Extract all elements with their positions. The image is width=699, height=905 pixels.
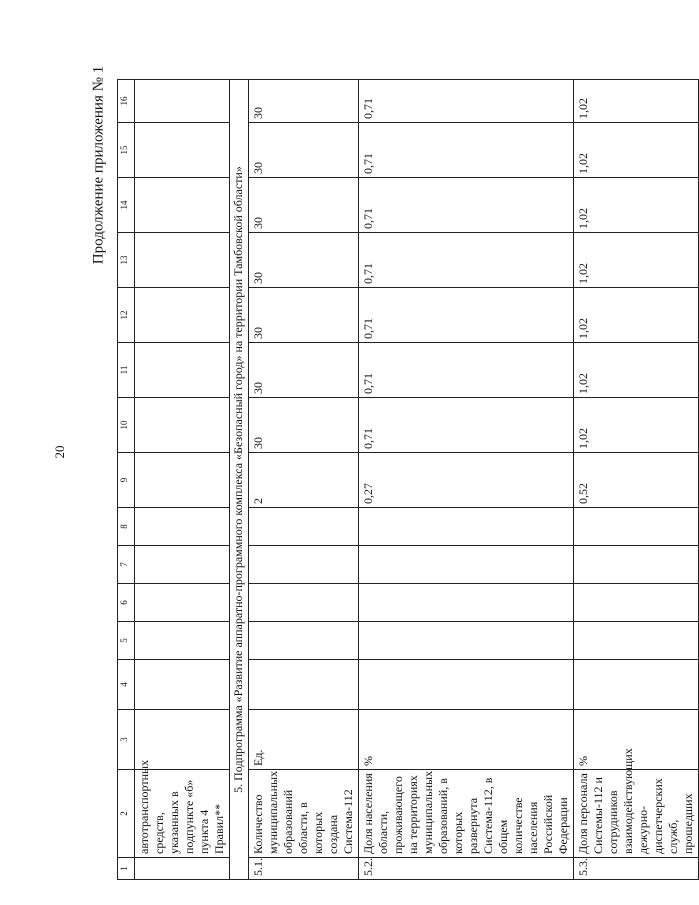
value-cell: 1,02: [574, 398, 699, 453]
appendix-title: Продолжение приложения № 1: [90, 65, 107, 265]
value-cell: [249, 584, 359, 622]
value-cell: 0,71: [359, 80, 574, 123]
value-cell: [359, 660, 574, 710]
table-row: [359, 80, 574, 880]
value-cell: [249, 622, 359, 660]
value-cell: 0,71: [359, 178, 574, 233]
subprogram-title: 5. Подпрограмма «Развитие аппаратно-программного комплекса «Безопасный город» на территории Тамбовской области»: [230, 80, 249, 880]
value-cell: 0,52: [574, 453, 699, 508]
value-cell: [135, 288, 230, 343]
value-cell: 30: [249, 233, 359, 288]
value-cell: [135, 584, 230, 622]
row-number: 5.3.: [574, 858, 699, 880]
value-cell: [135, 233, 230, 288]
unit-cell: %: [359, 710, 574, 770]
header-cell: 5: [118, 622, 135, 660]
header-cell: 7: [118, 546, 135, 584]
header-cell: 9: [118, 453, 135, 508]
value-cell: [135, 622, 230, 660]
value-cell: 30: [249, 80, 359, 123]
value-cell: 30: [249, 288, 359, 343]
indicators-table: [117, 79, 699, 880]
header-cell: 14: [118, 178, 135, 233]
value-cell: 0,71: [359, 123, 574, 178]
value-cell: [249, 508, 359, 546]
row-number: 5.1.: [249, 858, 359, 880]
indicator-cell: автотранспортных средств, указанных в подпункте «б» пункта 4 Правил**: [135, 770, 230, 858]
value-cell: 30: [249, 343, 359, 398]
value-cell: 0,71: [359, 343, 574, 398]
value-cell: 1,02: [574, 288, 699, 343]
value-cell: [249, 660, 359, 710]
value-cell: [359, 508, 574, 546]
value-cell: 2: [249, 453, 359, 508]
value-cell: [574, 622, 699, 660]
value-cell: [574, 660, 699, 710]
value-cell: 0,27: [359, 453, 574, 508]
value-cell: [359, 622, 574, 660]
rotated-table-wrapper: [117, 80, 695, 880]
table-row: [135, 80, 230, 880]
unit-cell: Ед.: [249, 710, 359, 770]
value-cell: 0,71: [359, 398, 574, 453]
value-cell: [249, 546, 359, 584]
value-cell: 1,02: [574, 178, 699, 233]
value-cell: [135, 508, 230, 546]
header-cell: 8: [118, 508, 135, 546]
value-cell: 30: [249, 178, 359, 233]
value-cell: 1,02: [574, 123, 699, 178]
value-cell: [135, 123, 230, 178]
value-cell: [359, 546, 574, 584]
indicator-cell: Доля населения области, проживающего на территориях муниципальных образований, в которых развернута Система-112, в общем количестве населения Российской Федерации: [359, 770, 574, 858]
subprogram-row: [230, 80, 249, 880]
unit-cell: %: [574, 710, 699, 770]
header-cell: 3: [118, 710, 135, 770]
num-cell: [135, 858, 230, 880]
value-cell: [359, 584, 574, 622]
value-cell: [574, 584, 699, 622]
value-cell: 0,71: [359, 233, 574, 288]
header-cell: 2: [118, 770, 135, 858]
value-cell: 30: [249, 123, 359, 178]
header-row: [118, 80, 135, 880]
table-row: [249, 80, 359, 880]
value-cell: [135, 178, 230, 233]
row-number: 5.2.: [359, 858, 574, 880]
value-cell: 1,02: [574, 343, 699, 398]
header-cell: 4: [118, 660, 135, 710]
header-cell: 1: [118, 858, 135, 880]
header-cell: 6: [118, 584, 135, 622]
header-cell: 12: [118, 288, 135, 343]
value-cell: 30: [249, 398, 359, 453]
value-cell: [135, 660, 230, 710]
value-cell: 1,02: [574, 233, 699, 288]
header-cell: 13: [118, 233, 135, 288]
header-cell: 10: [118, 398, 135, 453]
value-cell: [135, 453, 230, 508]
value-cell: [574, 508, 699, 546]
table-row: [574, 80, 699, 880]
value-cell: [135, 80, 230, 123]
header-cell: 15: [118, 123, 135, 178]
page-number: 20: [52, 445, 67, 459]
header-cell: 11: [118, 343, 135, 398]
indicator-cell: Доля персонала Системы-112 и сотрудников взаимодействующих дежурно-диспетчерских служб, прошедших: [574, 770, 699, 858]
value-cell: [135, 398, 230, 453]
value-cell: [135, 546, 230, 584]
value-cell: [135, 343, 230, 398]
value-cell: 0,71: [359, 288, 574, 343]
indicator-cell: Количество муниципальных образований области, в которых создана Система-112: [249, 770, 359, 858]
value-cell: 1,02: [574, 80, 699, 123]
header-cell: 16: [118, 80, 135, 123]
value-cell: [574, 546, 699, 584]
